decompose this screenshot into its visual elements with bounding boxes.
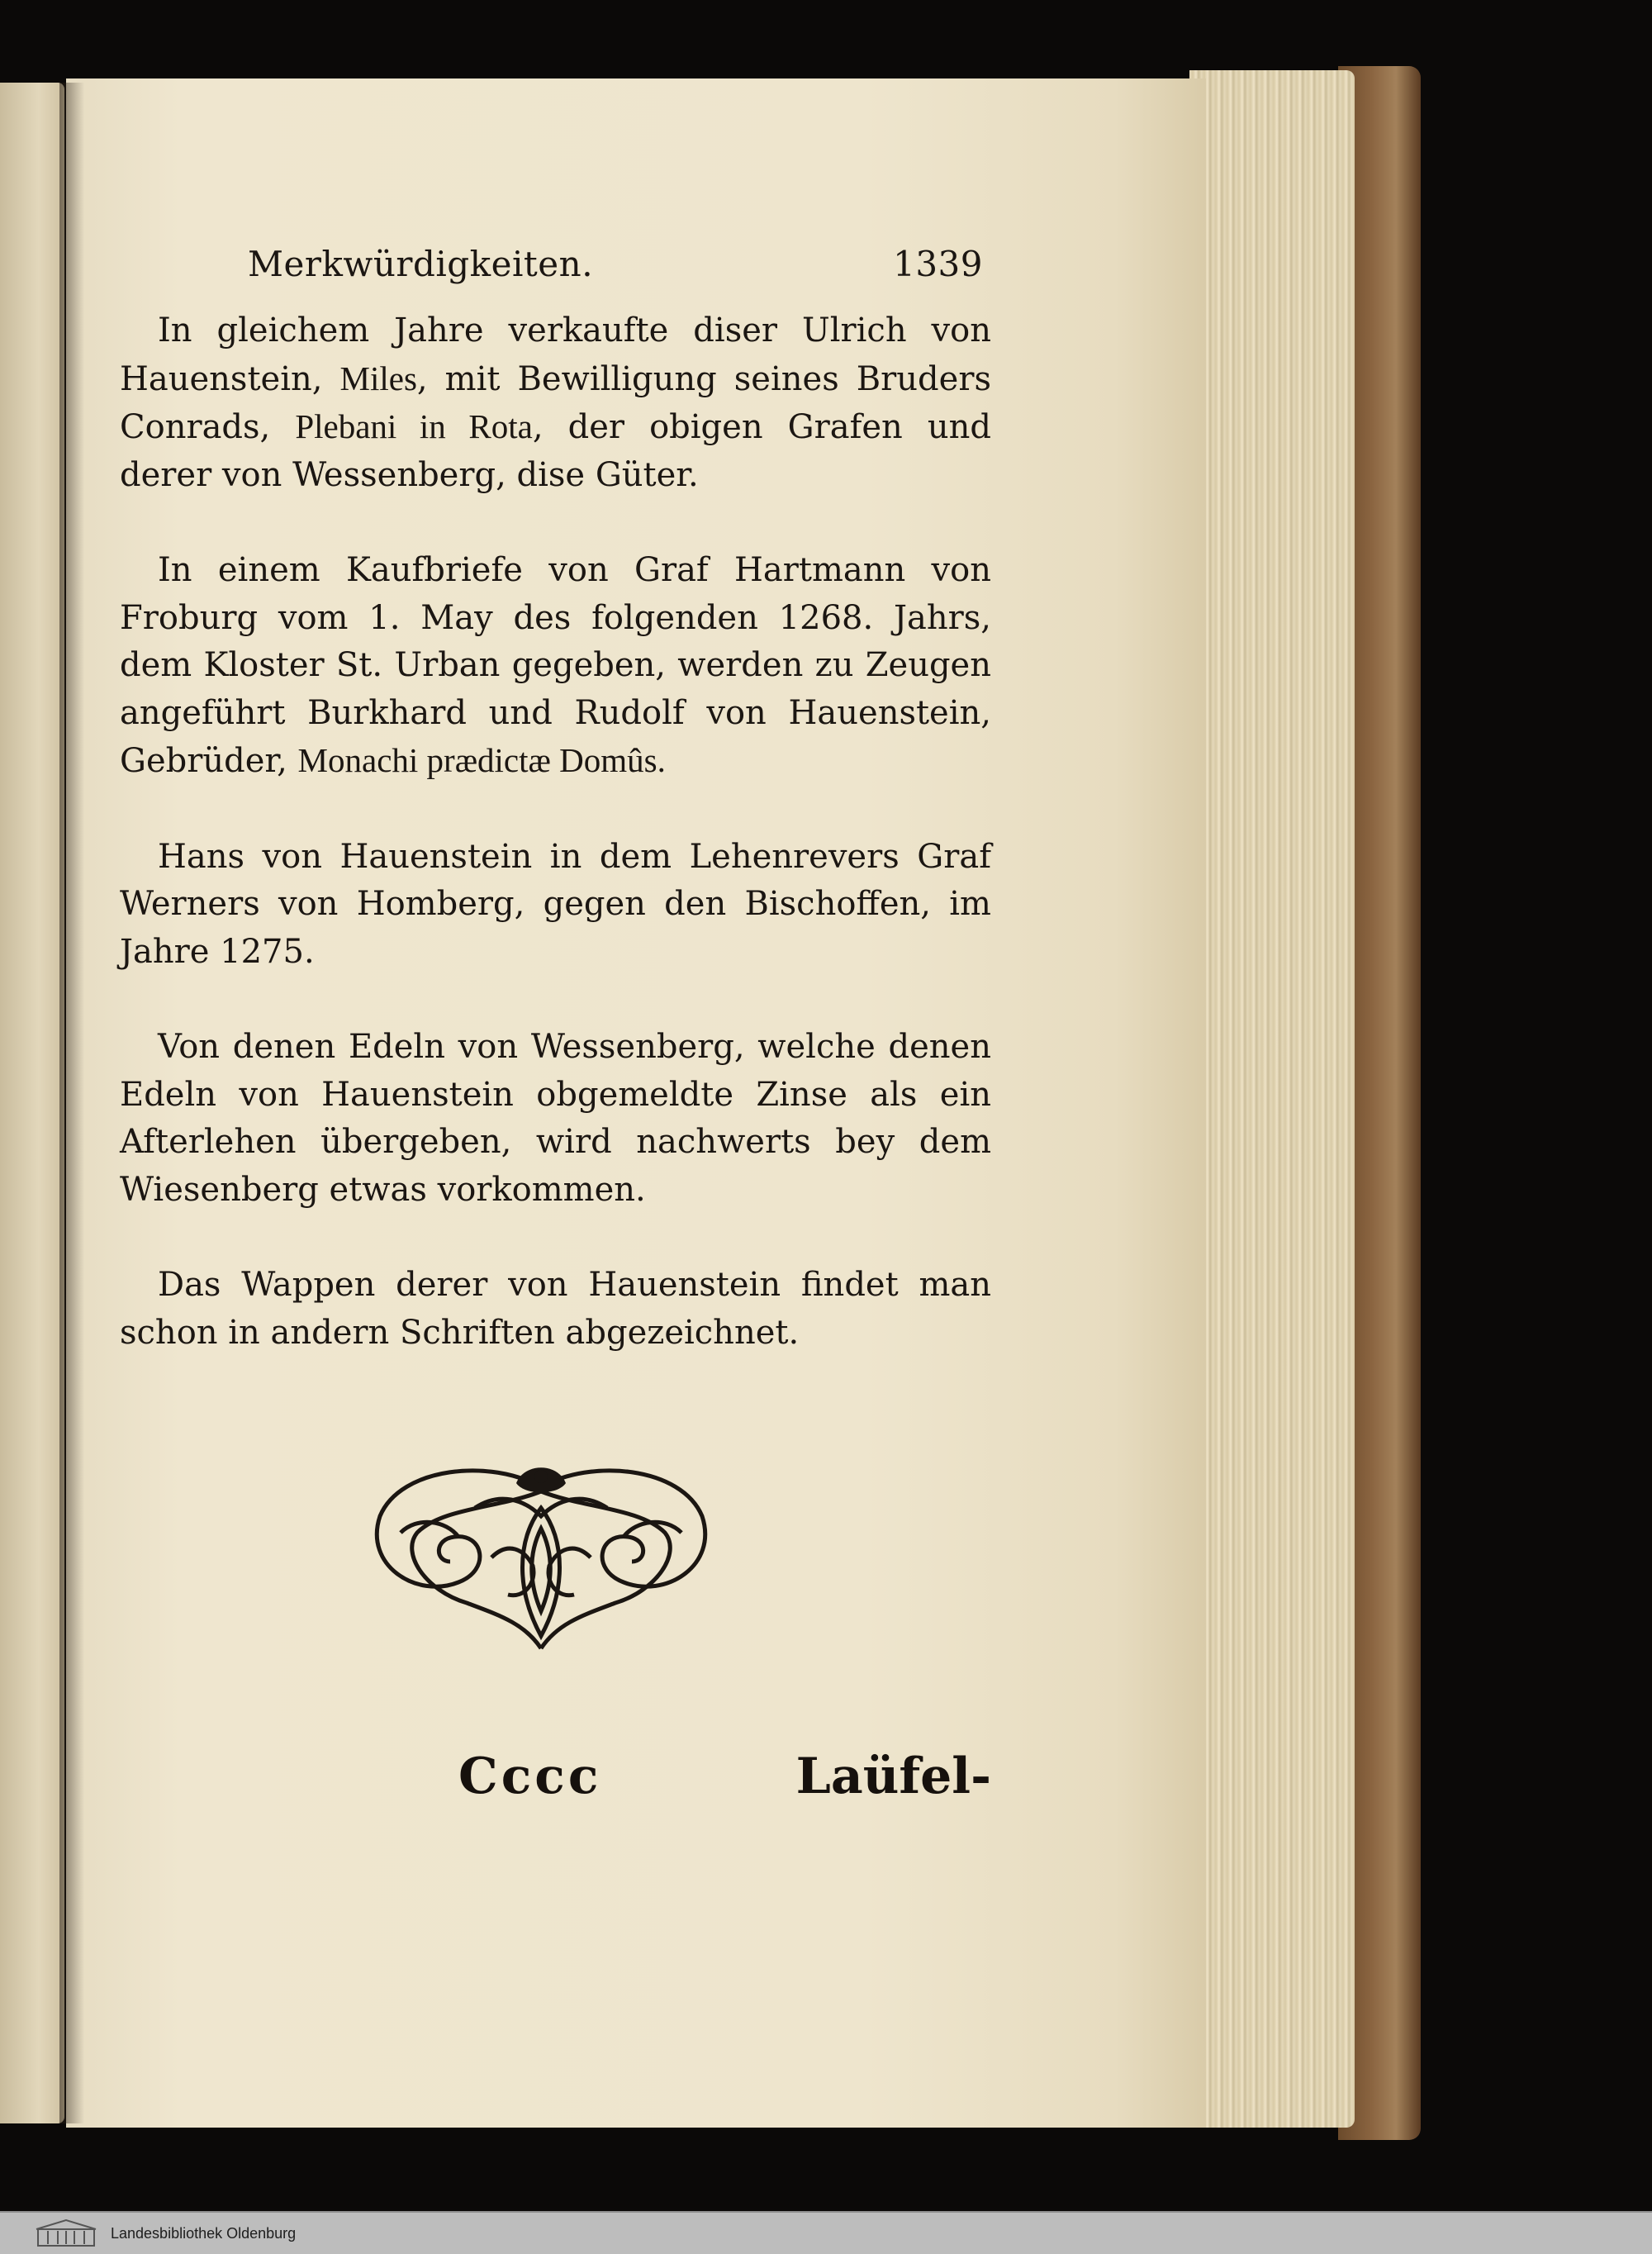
running-head — [120, 244, 991, 284]
paragraph-1-latin-b: Plebani in Rota — [295, 407, 533, 445]
footer-line — [120, 1748, 991, 1805]
page-number: 1339 — [893, 244, 983, 284]
paragraph-2-latin-a: Monachi prædictæ Domûs. — [297, 741, 666, 779]
gutter-shadow — [59, 83, 84, 2123]
catchword: Laüfel- — [795, 1748, 991, 1805]
ornament-vignette-icon — [368, 1458, 714, 1657]
paragraph-1-text-a: In gleichem Jahre verkaufte diser Ulrich von Hauenstein, — [120, 311, 991, 398]
paragraph-1-latin-a: Miles — [339, 359, 417, 397]
paragraph-5 — [120, 1262, 991, 1357]
paragraph-2 — [120, 547, 991, 786]
page-stack-edges — [1189, 70, 1355, 2128]
previous-page-edge — [0, 83, 64, 2123]
signature-mark: Cccc — [458, 1748, 602, 1805]
paragraph-3-text-a: Hans von Hauenstein in dem Lehenrevers Graf Werners von Homberg, gegen den Bischoffen, im Jahre 1275. — [120, 837, 991, 971]
paragraph-5-text-a: Das Wappen derer von Hauenstein findet man schon in andern Schriften abgezeichnet. — [120, 1266, 991, 1352]
running-title: Merkwürdigkeiten. — [248, 244, 594, 284]
paragraph-1-text-c: , der obigen Grafen und derer von Wessenberg, dise Güter. — [120, 408, 991, 494]
library-building-icon — [33, 2218, 99, 2249]
paragraph-1-text-b: , mit Bewilligung seines Bruders Conrads, — [120, 359, 991, 446]
paragraph-4 — [120, 1024, 991, 1214]
paragraph-4-text-a: Von denen Edeln von Wessenberg, welche denen Edeln von Hauenstein obgemeldte Zinse als ein Afterlehen übergeben, wird nachwerts bey dem Wiesenberg etwas vorkommen. — [120, 1028, 991, 1209]
paragraph-3 — [120, 834, 991, 977]
paragraph-1 — [120, 307, 991, 499]
library-watermark-bar — [0, 2211, 1652, 2254]
paragraph-2-text-a: In einem Kaufbriefe von Graf Hartmann von Froburg vom 1. May des folgenden 1268. Jahrs, dem Kloster St. Urban gegeben, werden zu Zeugen angeführt Burkhard und Rudolf von Hauenstein, Gebrüder, — [120, 551, 991, 780]
text-block — [120, 244, 991, 1405]
library-name: Landesbibliothek Oldenburg — [111, 2224, 297, 2242]
